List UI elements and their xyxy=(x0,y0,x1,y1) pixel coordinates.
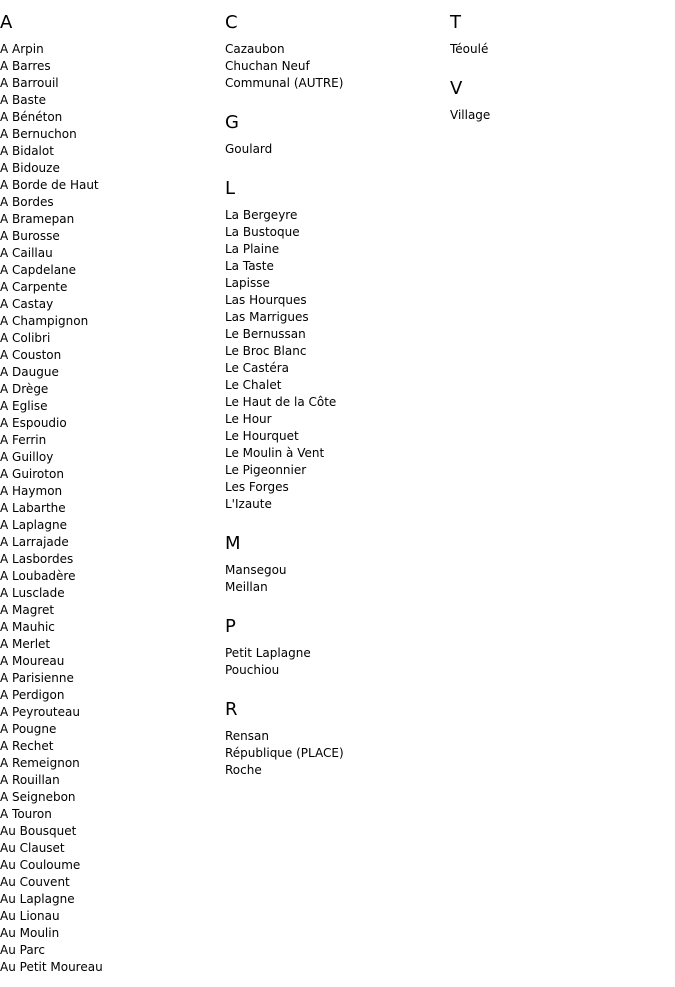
letter-section xyxy=(450,78,670,124)
street-list-item xyxy=(0,942,220,959)
street-name-link[interactable]: Village xyxy=(450,108,491,122)
street-name-link[interactable]: La Plaine xyxy=(225,242,280,256)
street-name-link[interactable]: A Peyrouteau xyxy=(0,705,80,719)
street-list xyxy=(225,141,445,158)
street-list-item xyxy=(0,551,220,568)
street-name-link[interactable]: A Moureau xyxy=(0,654,65,668)
street-name-link[interactable]: Goulard xyxy=(225,142,273,156)
street-list-item xyxy=(0,517,220,534)
letter-section xyxy=(450,12,670,58)
street-name-link[interactable]: Le Moulin à Vent xyxy=(225,446,325,460)
street-list-item xyxy=(0,160,220,177)
street-list-item xyxy=(0,466,220,483)
street-list-item xyxy=(0,41,220,58)
street-list xyxy=(0,41,220,976)
street-name-link[interactable]: Le Pigeonnier xyxy=(225,463,307,477)
street-name-link[interactable]: A Seignebon xyxy=(0,790,76,804)
street-list-item xyxy=(0,415,220,432)
street-name-link[interactable]: Le Broc Blanc xyxy=(225,344,307,358)
street-list-item xyxy=(0,92,220,109)
street-name-link[interactable]: Pouchiou xyxy=(225,663,280,677)
street-list-item xyxy=(0,789,220,806)
section-letter-heading: V xyxy=(450,78,463,99)
letter-section xyxy=(225,699,445,779)
street-list-item xyxy=(0,500,220,517)
street-list-item xyxy=(225,428,445,445)
street-list xyxy=(225,41,445,92)
street-name-link[interactable]: Lapisse xyxy=(225,276,270,290)
street-list-item xyxy=(0,534,220,551)
street-list xyxy=(450,107,670,124)
street-name-link[interactable]: A Bénéton xyxy=(0,110,63,124)
street-name-link[interactable]: Au Clauset xyxy=(0,841,65,855)
street-name-link[interactable]: Au Bousquet xyxy=(0,824,77,838)
letter-section xyxy=(225,616,445,679)
street-list-item xyxy=(225,41,445,58)
street-name-link[interactable]: L'Izaute xyxy=(225,497,272,511)
street-name-link[interactable]: A Remeignon xyxy=(0,756,80,770)
street-name-link[interactable]: Le Haut de la Côte xyxy=(225,395,337,409)
section-letter-heading: G xyxy=(225,112,239,133)
street-name-link[interactable]: A Touron xyxy=(0,807,52,821)
street-name-link[interactable]: A Laplagne xyxy=(0,518,67,532)
street-list-item xyxy=(450,107,670,124)
street-list-item xyxy=(0,908,220,925)
street-name-link[interactable]: A Couston xyxy=(0,348,62,362)
street-name-link[interactable]: A Guiroton xyxy=(0,467,64,481)
street-name-link[interactable]: A Colibri xyxy=(0,331,51,345)
street-list-item xyxy=(0,449,220,466)
street-list xyxy=(225,207,445,513)
street-name-link[interactable]: A Mauhic xyxy=(0,620,55,634)
street-list-item xyxy=(225,728,445,745)
letter-section xyxy=(225,112,445,158)
street-list-item xyxy=(0,262,220,279)
street-name-link[interactable]: A Merlet xyxy=(0,637,51,651)
street-list-item xyxy=(225,745,445,762)
street-name-link[interactable]: A Carpente xyxy=(0,280,68,294)
street-name-link[interactable]: Au Parc xyxy=(0,943,45,957)
street-list-item xyxy=(0,653,220,670)
street-list-item xyxy=(0,245,220,262)
street-list-item xyxy=(225,462,445,479)
street-name-link[interactable]: La Taste xyxy=(225,259,274,273)
street-list-item xyxy=(225,309,445,326)
street-list-item xyxy=(225,343,445,360)
street-name-link[interactable]: Au Laplagne xyxy=(0,892,75,906)
street-list-item xyxy=(0,891,220,908)
street-name-link[interactable]: Cazaubon xyxy=(225,42,285,56)
street-list-item xyxy=(225,75,445,92)
street-list-item xyxy=(450,41,670,58)
street-list-item xyxy=(0,143,220,160)
street-list-item xyxy=(225,394,445,411)
street-name-link[interactable]: A Barrouil xyxy=(0,76,59,90)
street-name-link[interactable]: Les Forges xyxy=(225,480,289,494)
street-list-item xyxy=(0,772,220,789)
section-letter-heading: R xyxy=(225,699,238,720)
street-name-link[interactable]: A Lasbordes xyxy=(0,552,74,566)
street-list-item xyxy=(0,313,220,330)
street-list-item xyxy=(225,275,445,292)
street-name-link[interactable]: A Rechet xyxy=(0,739,54,753)
street-list-item xyxy=(0,228,220,245)
street-name-link[interactable]: République (PLACE) xyxy=(225,746,344,760)
street-list-item xyxy=(225,479,445,496)
street-list-item xyxy=(0,177,220,194)
street-name-link[interactable]: A Bernuchon xyxy=(0,127,77,141)
street-list-item xyxy=(0,279,220,296)
street-name-link[interactable]: La Bustoque xyxy=(225,225,300,239)
street-list-item xyxy=(0,823,220,840)
street-name-link[interactable]: A Espoudio xyxy=(0,416,67,430)
street-list-item xyxy=(0,636,220,653)
section-letter-heading: C xyxy=(225,12,238,33)
street-list-item xyxy=(0,738,220,755)
street-name-link[interactable]: A Magret xyxy=(0,603,55,617)
street-list-item xyxy=(0,755,220,772)
street-name-link[interactable]: A Borde de Haut xyxy=(0,178,99,192)
street-list-item xyxy=(0,347,220,364)
street-name-link[interactable]: A Bramepan xyxy=(0,212,75,226)
section-letter-heading: P xyxy=(225,616,236,637)
street-list-item xyxy=(0,381,220,398)
letter-section xyxy=(225,533,445,596)
street-name-link[interactable]: A Labarthe xyxy=(0,501,66,515)
street-list-item xyxy=(0,364,220,381)
letter-section xyxy=(225,178,445,513)
street-name-link[interactable]: A Ferrin xyxy=(0,433,47,447)
street-name-link[interactable]: Las Marrigues xyxy=(225,310,309,324)
street-name-link[interactable]: A Rouillan xyxy=(0,773,60,787)
street-name-link[interactable]: A Parisienne xyxy=(0,671,74,685)
street-list xyxy=(225,645,445,679)
street-list-item xyxy=(0,126,220,143)
street-index-column-1 xyxy=(0,12,220,976)
street-name-link[interactable]: A Lusclade xyxy=(0,586,65,600)
street-name-link[interactable]: A Bidouze xyxy=(0,161,60,175)
street-list-item xyxy=(225,207,445,224)
street-name-link[interactable]: Le Chalet xyxy=(225,378,282,392)
street-list xyxy=(225,728,445,779)
street-name-link[interactable]: A Guilloy xyxy=(0,450,54,464)
street-list-item xyxy=(225,258,445,275)
street-list-item xyxy=(0,619,220,636)
street-name-link[interactable]: Meillan xyxy=(225,580,268,594)
street-list-item xyxy=(0,806,220,823)
street-name-link[interactable]: Au Petit Moureau xyxy=(0,960,103,974)
street-list-item xyxy=(225,562,445,579)
street-name-link[interactable]: A Champignon xyxy=(0,314,89,328)
street-name-link[interactable]: A Haymon xyxy=(0,484,63,498)
street-list-item xyxy=(0,687,220,704)
street-list-item xyxy=(0,483,220,500)
street-list-item xyxy=(225,411,445,428)
letter-section xyxy=(225,12,445,92)
street-name-link[interactable]: A Bidalot xyxy=(0,144,54,158)
street-list-item xyxy=(0,75,220,92)
street-name-link[interactable]: A Daugue xyxy=(0,365,59,379)
street-list-item xyxy=(0,840,220,857)
section-letter-heading: L xyxy=(225,178,236,199)
street-name-link[interactable]: Au Couloume xyxy=(0,858,81,872)
section-letter-heading: T xyxy=(450,12,461,33)
street-name-link[interactable]: Téoulé xyxy=(450,42,489,56)
street-name-link[interactable]: Au Lionau xyxy=(0,909,60,923)
street-list-item xyxy=(225,141,445,158)
street-list-item xyxy=(225,326,445,343)
street-list-item xyxy=(225,662,445,679)
street-name-link[interactable]: Au Couvent xyxy=(0,875,70,889)
street-list-item xyxy=(0,670,220,687)
street-list-item xyxy=(225,360,445,377)
street-name-link[interactable]: Petit Laplagne xyxy=(225,646,311,660)
street-name-link[interactable]: A Arpin xyxy=(0,42,44,56)
street-list-item xyxy=(225,241,445,258)
street-name-link[interactable]: Le Castéra xyxy=(225,361,290,375)
street-name-link[interactable]: A Burosse xyxy=(0,229,60,243)
street-index-column-3 xyxy=(450,12,670,124)
street-list-item xyxy=(225,496,445,513)
street-list-item xyxy=(0,721,220,738)
street-list-item xyxy=(0,398,220,415)
street-list-item xyxy=(225,377,445,394)
street-name-link[interactable]: Au Moulin xyxy=(0,926,60,940)
street-name-link[interactable]: A Loubadère xyxy=(0,569,76,583)
street-name-link[interactable]: Las Hourques xyxy=(225,293,307,307)
street-name-link[interactable]: A Pougne xyxy=(0,722,57,736)
street-list-item xyxy=(0,194,220,211)
street-list xyxy=(225,562,445,596)
street-list-item xyxy=(0,109,220,126)
street-name-link[interactable]: A Perdigon xyxy=(0,688,65,702)
street-name-link[interactable]: Le Hourquet xyxy=(225,429,299,443)
street-list-item xyxy=(0,296,220,313)
section-letter-heading: M xyxy=(225,533,241,554)
street-list-item xyxy=(0,602,220,619)
street-list-item xyxy=(0,857,220,874)
street-index-column-2 xyxy=(225,12,445,779)
street-name-link[interactable]: A Bordes xyxy=(0,195,54,209)
street-list-item xyxy=(0,874,220,891)
street-name-link[interactable]: A Baste xyxy=(0,93,46,107)
street-name-link[interactable]: Roche xyxy=(225,763,262,777)
street-name-link[interactable]: La Bergeyre xyxy=(225,208,298,222)
street-name-link[interactable]: Mansegou xyxy=(225,563,287,577)
street-name-link[interactable]: A Caillau xyxy=(0,246,53,260)
street-list-item xyxy=(0,211,220,228)
street-list-item xyxy=(225,292,445,309)
street-name-link[interactable]: Chuchan Neuf xyxy=(225,59,310,73)
street-list-item xyxy=(225,762,445,779)
street-list-item xyxy=(0,925,220,942)
street-list-item xyxy=(225,224,445,241)
street-list-item xyxy=(225,645,445,662)
street-list-item xyxy=(225,445,445,462)
street-name-link[interactable]: A Castay xyxy=(0,297,54,311)
street-name-link[interactable]: Le Bernussan xyxy=(225,327,306,341)
section-letter-heading: A xyxy=(0,12,13,33)
street-name-link[interactable]: Rensan xyxy=(225,729,269,743)
street-name-link[interactable]: A Eglise xyxy=(0,399,48,413)
street-list-item xyxy=(0,959,220,976)
street-list-item xyxy=(0,704,220,721)
street-name-link[interactable]: A Barres xyxy=(0,59,51,73)
street-list xyxy=(450,41,670,58)
street-name-link[interactable]: Le Hour xyxy=(225,412,272,426)
street-list-item xyxy=(0,585,220,602)
street-name-link[interactable]: A Drège xyxy=(0,382,49,396)
street-name-link[interactable]: Communal (AUTRE) xyxy=(225,76,344,90)
street-name-link[interactable]: A Larrajade xyxy=(0,535,69,549)
street-list-item xyxy=(225,58,445,75)
street-list-item xyxy=(0,330,220,347)
street-list-item xyxy=(225,579,445,596)
street-list-item xyxy=(0,58,220,75)
street-list-item xyxy=(0,568,220,585)
street-name-link[interactable]: A Capdelane xyxy=(0,263,77,277)
letter-section xyxy=(0,12,220,976)
street-list-item xyxy=(0,432,220,449)
